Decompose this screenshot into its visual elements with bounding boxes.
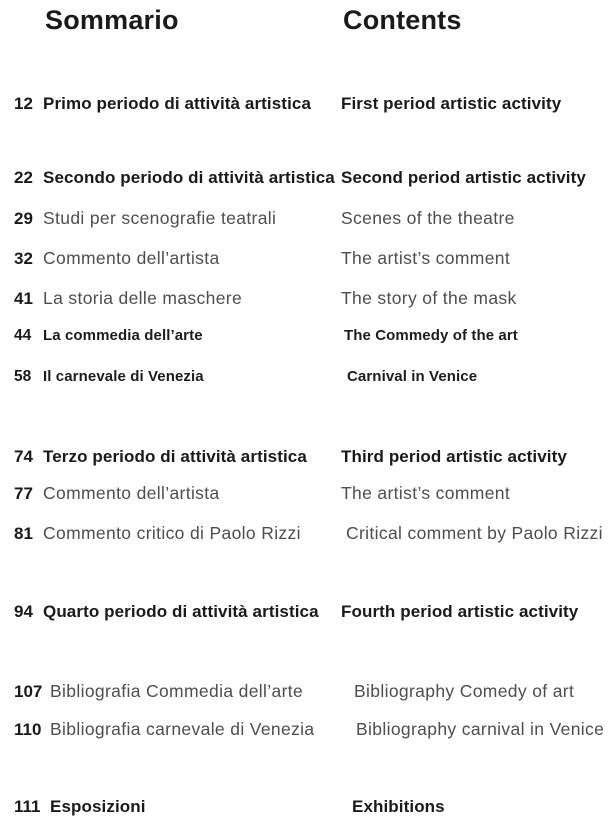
entry-title-english: Second period artistic activity [341,168,586,187]
toc-row [0,448,611,470]
entry-title-english: The story of the mask [341,288,517,308]
entry-title-english: Exhibitions [352,797,445,816]
entry-title-english: The artist’s comment [341,248,511,268]
entry-title-english: Third period artistic activity [341,447,567,466]
entry-title-italian: Quarto periodo di attività artistica [43,602,319,621]
page-number: 74 [14,447,33,466]
toc-row [0,95,611,117]
entry-title-italian: Bibliografia carnevale di Venezia [50,719,315,739]
entry-title-italian: Commento dell’artista [43,248,220,268]
entry-title-italian: La storia delle maschere [43,288,243,308]
entry-title-italian: Commento dell’artista [43,483,220,503]
toc-row [0,603,611,625]
toc-row [0,169,611,191]
page-number: 81 [14,524,33,543]
toc-row [0,683,611,705]
page-number: 44 [14,327,32,344]
page-title-english: Contents [343,5,462,35]
toc-row [0,525,611,547]
entry-title-italian: La commedia dell’arte [43,327,203,344]
entry-title-italian: Commento critico di Paolo Rizzi [43,523,301,543]
entry-title-italian: Secondo periodo di attività artistica [43,168,335,187]
page-title-italian: Sommario [45,5,179,35]
entry-title-italian: Primo periodo di attività artistica [43,94,312,113]
toc-row [0,721,611,743]
page-number: 41 [14,289,33,308]
entry-title-english: Carnival in Venice [347,368,478,385]
toc-row [0,290,611,312]
page-number: 94 [14,602,33,621]
page-number: 58 [14,368,32,385]
entry-title-italian: Bibliografia Commedia dell’arte [50,681,304,701]
entry-title-italian: Esposizioni [50,797,146,816]
toc-row [0,485,611,507]
toc-row [0,328,611,350]
page-number: 111 [14,797,41,816]
toc-row [0,369,611,391]
entry-title-english: The artist’s comment [341,483,511,503]
toc-row [0,250,611,272]
entry-title-italian: Studi per scenografie teatrali [43,208,277,228]
page-number: 12 [14,94,33,113]
entry-title-english: The Commedy of the art [344,327,518,344]
entry-title-english: First period artistic activity [341,94,562,113]
entry-title-english: Bibliography carnival in Venice [356,719,605,739]
page-number: 22 [14,168,33,187]
entry-title-italian: Terzo periodo di attività artistica [43,447,307,466]
entry-title-english: Fourth period artistic activity [341,602,579,621]
entry-title-italian: Il carnevale di Venezia [43,368,204,385]
entry-title-english: Bibliography Comedy of art [354,681,575,701]
entry-title-english: Critical comment by Paolo Rizzi [346,523,603,543]
page-number: 29 [14,209,33,228]
page-number: 32 [14,249,33,268]
page-number: 107 [14,682,43,701]
toc-row [0,210,611,232]
page-number: 110 [14,720,42,739]
toc-row [0,798,611,820]
page-number: 77 [14,484,33,503]
entry-title-english: Scenes of the theatre [341,208,515,228]
